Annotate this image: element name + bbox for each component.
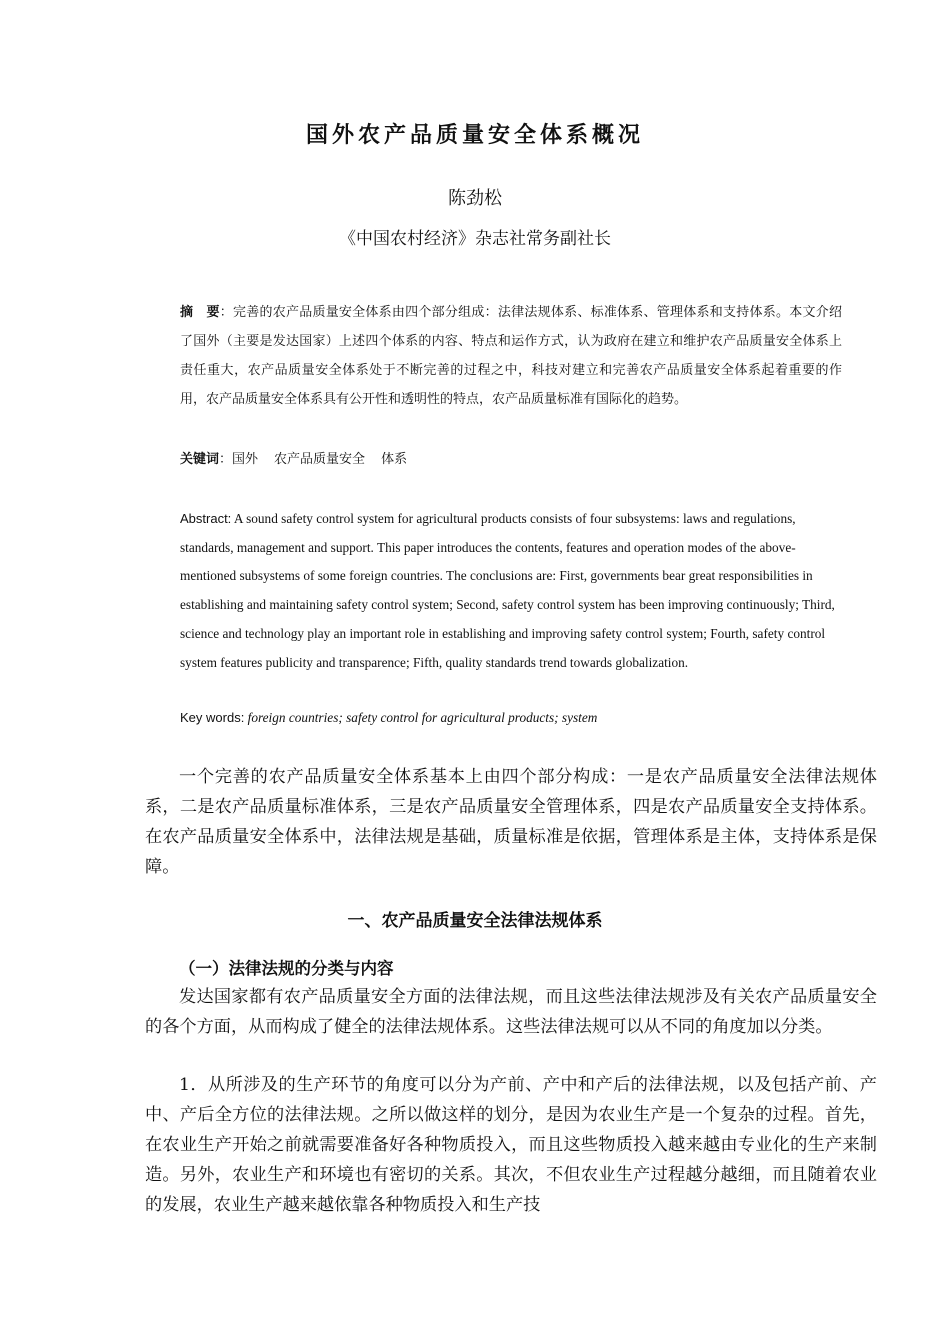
abstract-cn-text: ：完善的农产品质量安全体系由四个部分组成：法律法规体系、标准体系、管理体系和支持体系。本文介绍了国外（主要是发达国家）上述四个体系的内容、特点和运作方式，认为政府在建立和维护农产品质量安全体系上责任重大，农产品质量安全体系处于不断完善的过程之中，科技对建立和完善农产品质量安全体系起着重要的作用，农产品质量安全体系具有公开性和透明性的特点，农产品质量标准有国际化的趋势。: [180, 305, 842, 407]
keywords-en-text: foreign countries; safety control for agricultural products; system: [244, 710, 598, 725]
author-name: 陈劲松: [448, 188, 502, 209]
author-affiliation: 《中国农村经济》杂志社常务副社长: [339, 229, 611, 249]
keyword-item: 体系: [381, 452, 408, 467]
keyword-item: 农产品质量安全: [274, 452, 366, 467]
keywords-chinese: [180, 448, 842, 472]
subsection-heading: （一）法律法规的分类与内容: [179, 959, 394, 978]
intro-paragraph: 一个完善的农产品质量安全体系基本上由四个部分构成：一是农产品质量安全法律法规体系，二是农产品质量标准体系，三是农产品质量安全管理体系，四是农产品质量安全支持体系。在农产品质量安全体系中，法律法规是基础，质量标准是依据，管理体系是主体，支持体系是保障。: [145, 767, 877, 877]
abstract-english: [180, 505, 844, 677]
body-paragraph: 1．从所涉及的生产环节的角度可以分为产前、产中和产后的法律法规，以及包括产前、产中、产后全方位的法律法规。之所以做这样的划分，是因为农业生产是一个复杂的过程。首先，在农业生产开始之前就需要准备好各种物质投入，而且这些物质投入越来越由专业化的生产来制造。另外，农业生产和环境也有密切的关系。其次，不但农业生产过程越分越细，而且随着农业的发展，农业生产越来越依靠各种物质投入和生产技: [145, 1075, 877, 1215]
keywords-cn-label: 关键词: [180, 452, 220, 467]
section-heading: 一、农产品质量安全法律法规体系: [347, 911, 603, 931]
keywords-english: [180, 706, 844, 730]
abstract-cn-label: 摘 要: [180, 305, 220, 320]
abstract-chinese: [180, 298, 842, 414]
keywords-en-label: Key words:: [180, 710, 245, 725]
paper-title: 国外农产品质量安全体系概况: [305, 122, 644, 148]
keyword-item: 国外: [232, 452, 259, 467]
abstract-en-text: A sound safety control system for agricultural products consists of four subsystems: laws and regulations, standards, management and support. This paper introduces the contents, features and operation modes of the above-mentioned subsystems of some foreign countries. The conclusions are: First, governments bear great responsibilities in establishing and maintaining safety control system; Second, safety control system has been improving continuously; Third, science and technology play an important role in establishing and improving safety control system; Fourth, safety control system features publicity and transparence; Fifth, quality standards trend towards globalization.: [180, 511, 835, 670]
abstract-en-label: Abstract:: [180, 511, 232, 526]
body-paragraph: 发达国家都有农产品质量安全方面的法律法规，而且这些法律法规涉及有关农产品质量安全的各个方面，从而构成了健全的法律法规体系。这些法律法规可以从不同的角度加以分类。: [145, 987, 877, 1037]
keywords-cn-sep: ：: [219, 452, 233, 467]
